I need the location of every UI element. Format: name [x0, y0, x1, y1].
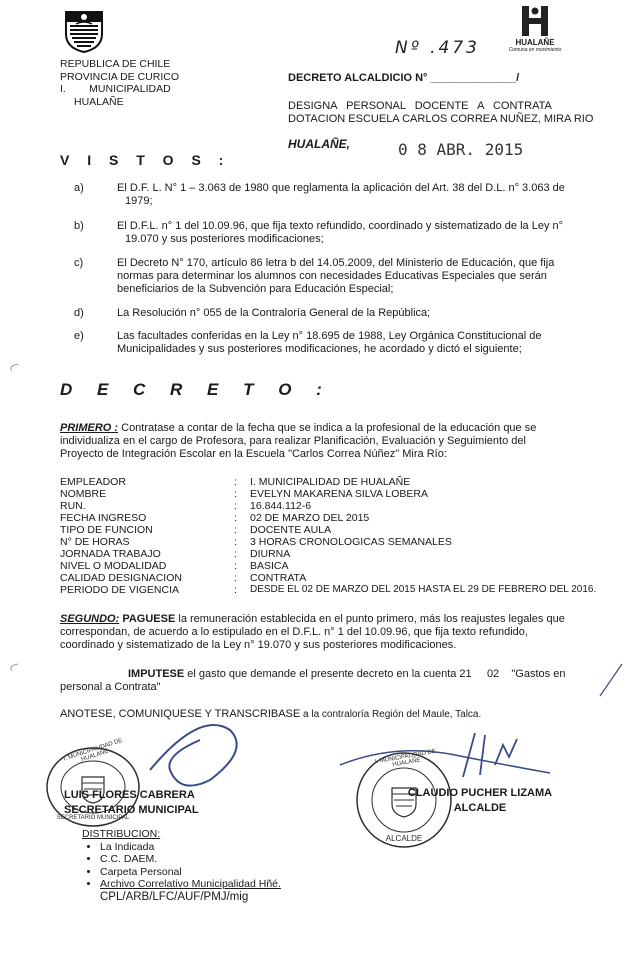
primero-paragraph: [60, 422, 610, 461]
vistos-line: Las facultades conferidas en la Ley n° 18.695 de 1988, Ley Orgánica Constitucional de: [117, 330, 542, 342]
anotese-text: a la contraloría Región del Maule, Talca.: [300, 709, 482, 720]
field-label: FECHA INGRESO: [60, 512, 147, 524]
vistos-item-text: [117, 330, 610, 356]
primero-text: Contratase a contar de la fecha que se indica a la profesional de la educación que se: [118, 422, 537, 434]
vistos-item-text: [117, 220, 610, 246]
imputese-text: el gasto que demande el presente decreto en la cuenta 21 02 "Gastos en: [184, 668, 566, 680]
vistos-item-e: [72, 330, 612, 358]
segundo-keyword: PAGUESE: [119, 613, 176, 625]
field-value: CONTRATA: [250, 572, 307, 584]
field-value: DIURNA: [250, 548, 291, 560]
hualane-logo-tagline: Comuna en movimiento: [508, 47, 562, 53]
signatory-left-title: SECRETARIO MUNICIPAL: [64, 804, 199, 816]
field-value: DESDE EL 02 DE MARZO DEL 2015 HASTA EL 29 DE FEBRERO DEL 2016.: [250, 584, 597, 595]
vistos-item-text: [117, 307, 610, 320]
vistos-line: La Resolución n° 055 de la Contraloría General de la República;: [117, 307, 431, 319]
distribution-heading: DISTRIBUCION:: [82, 828, 161, 840]
field-value: 02 DE MARZO DEL 2015: [250, 512, 370, 524]
seal-right-bottom-text: ALCALDE: [385, 834, 423, 843]
org-line: PROVINCIA DE CURICO: [60, 70, 180, 83]
field-value: DOCENTE AULA: [250, 524, 332, 536]
field-colon: :: [234, 572, 237, 584]
handwritten-decree-number: Nº .473: [395, 38, 480, 58]
field-label: NOMBRE: [60, 488, 107, 500]
decree-number-label: DECRETO ALCALDICIO N° ______________/: [288, 72, 520, 84]
vistos-item-b: [72, 220, 612, 248]
org-line: I. MUNICIPALIDAD: [60, 83, 171, 95]
field-colon: :: [234, 548, 237, 560]
field-colon: :: [234, 512, 237, 524]
segundo-label: SEGUNDO:: [60, 613, 120, 625]
distribution-item: • C.C. DAEM.: [100, 853, 342, 866]
distribution-initials: CPL/ARB/LFC/AUF/PMJ/mig: [100, 890, 249, 903]
field-colon: :: [234, 560, 237, 572]
subject-line: DESIGNA PERSONAL DOCENTE A CONTRATA: [288, 100, 552, 112]
field-label: PERIODO DE VIGENCIA: [60, 584, 180, 596]
distribution-item: • La Indicada: [100, 841, 342, 854]
segundo-line: coordinado y sistematizado de la Ley n° 19.070 y sus posteriores modificaciones.: [60, 639, 457, 651]
field-colon: :: [234, 476, 237, 488]
org-line: REPUBLICA DE CHILE: [60, 58, 171, 70]
decree-place: HUALAÑE,: [288, 137, 350, 151]
subject-line: DOTACION ESCUELA CARLOS CORREA NUÑEZ, MIRA RIO: [288, 113, 594, 125]
hualane-logo-name: HUALAÑE: [515, 38, 555, 47]
vistos-line: beneficiarios de la Subvención para Educación Especial;: [117, 283, 394, 295]
vistos-item-label: e): [74, 330, 84, 342]
field-label: JORNADA TRABAJO: [60, 548, 161, 560]
vistos-line: El D.F.L. n° 1 del 10.09.96, que fija texto refundido, coordinado y sistematizado de la Ley n°: [117, 220, 564, 232]
decreto-heading: D E C R E T O :: [60, 380, 332, 399]
field-label: NIVEL O MODALIDAD: [60, 560, 167, 572]
seal-left-top-text: I. MUNICIPALIDAD DE HUALAÑE: [62, 737, 124, 764]
org-header: [60, 58, 260, 108]
vistos-item-text: [117, 182, 610, 208]
segundo-paragraph: [60, 613, 612, 652]
distribution-list: [82, 841, 342, 891]
org-line: HUALAÑE: [74, 95, 124, 108]
field-value: I. MUNICIPALIDAD DE HUALAÑE: [250, 476, 411, 488]
primero-line: individualiza en el cargo de Profesora, para realizar Planificación, Evaluación y Seguimiento del: [60, 435, 526, 447]
vistos-item-d: [72, 307, 612, 321]
segundo-line: correspondan, de acuerdo a lo estipulado en el D.F.L. n° 1 del 10.09.96, que fija texto refundido,: [60, 626, 528, 638]
distribution-item: • Archivo Correlativo Municipalidad Hñé.: [100, 878, 342, 891]
field-value: 3 HORAS CRONOLOGICAS SEMANALES: [250, 536, 452, 548]
punch-mark-top: [6, 362, 20, 372]
imputese-keyword: IMPUTESE: [128, 668, 185, 680]
field-colon: :: [234, 584, 237, 596]
vistos-item-text: [117, 257, 610, 296]
vistos-item-label: a): [74, 182, 84, 194]
signatory-right: [395, 786, 565, 816]
hualane-logo-icon: [520, 4, 550, 38]
primero-line: Proyecto de Integración Escolar en la Escuela "Carlos Correa Núñez" Mira Río:: [60, 448, 447, 460]
imputese-line: [60, 668, 610, 681]
field-colon: :: [234, 524, 237, 536]
seal-left-bottom-text: SECRETARIO MUNICIPAL: [56, 815, 130, 821]
vistos-item-c: [72, 257, 612, 297]
distribution-section: [82, 828, 342, 903]
field-value: EVELYN MAKARENA SILVA LOBERA: [250, 488, 428, 500]
segundo-line: [60, 613, 612, 626]
segundo-text: la remuneración establecida en el punto primero, más los reajustes legales que: [175, 613, 565, 625]
vistos-line: El Decreto N° 170, artículo 86 letra b del 14.05.2009, del Ministerio de Educación, que fija: [117, 257, 555, 269]
municipal-crest-left: [62, 8, 106, 54]
signatory-right-name: CLAUDIO PUCHER LIZAMA: [407, 787, 553, 799]
vistos-line: 19.070 y sus posteriores modificaciones;: [125, 233, 324, 245]
signatory-right-title: ALCALDE: [453, 802, 507, 814]
anotese-keyword: ANOTESE, COMUNIQUESE Y TRANSCRIBASE: [60, 708, 301, 720]
signature-stroke-left: [140, 700, 260, 790]
margin-line-right: [596, 660, 626, 700]
vistos-line: normas para determinar los alumnos con necesidades Educativas Especiales que serán: [117, 270, 547, 282]
decree-subject: [288, 100, 608, 126]
field-label: CALIDAD DESIGNACION: [60, 572, 182, 584]
vistos-item-label: b): [74, 220, 84, 232]
field-colon: :: [234, 500, 237, 512]
vistos-line: Municipalidades y sus posteriores modificaciones, he acordado y dictó el siguiente;: [117, 343, 522, 355]
imputese-paragraph: [60, 668, 610, 694]
field-colon: :: [234, 536, 237, 548]
field-value: BASICA: [250, 560, 289, 572]
vistos-item-label: c): [74, 257, 84, 269]
vistos-line: El D.F. L. N° 1 – 3.063 de 1980 que reglamenta la aplicación del Art. 38 del D.L. n° 3.063 de: [117, 182, 565, 194]
signatory-left: [64, 788, 199, 818]
vistos-item-label: d): [74, 307, 84, 319]
vistos-heading: V I S T O S :: [60, 152, 231, 168]
seal-right-top-text: I. MUNICIPALIDAD DE HUALAÑE: [374, 748, 437, 769]
distribution-item: • Carpeta Personal: [100, 866, 342, 879]
primero-label: PRIMERO :: [60, 422, 119, 434]
vistos-line: 1979;: [125, 195, 153, 207]
signatory-left-name: LUIS FLORES CABRERA: [64, 789, 195, 801]
field-label: N° DE HORAS: [60, 536, 130, 548]
primero-line: [60, 422, 610, 435]
field-label: EMPLEADOR: [60, 476, 126, 488]
field-value: 16.844.112-6: [250, 500, 312, 512]
field-colon: :: [234, 488, 237, 500]
hualane-logo: [505, 4, 565, 62]
imputese-line: personal a Contrata": [60, 681, 161, 693]
vistos-item-a: [72, 182, 612, 210]
field-label: RUN.: [60, 500, 86, 512]
field-label: TIPO DE FUNCION: [60, 524, 153, 536]
date-stamp: 0 8 ABR. 2015: [398, 140, 524, 159]
punch-mark-bottom: [6, 662, 20, 672]
